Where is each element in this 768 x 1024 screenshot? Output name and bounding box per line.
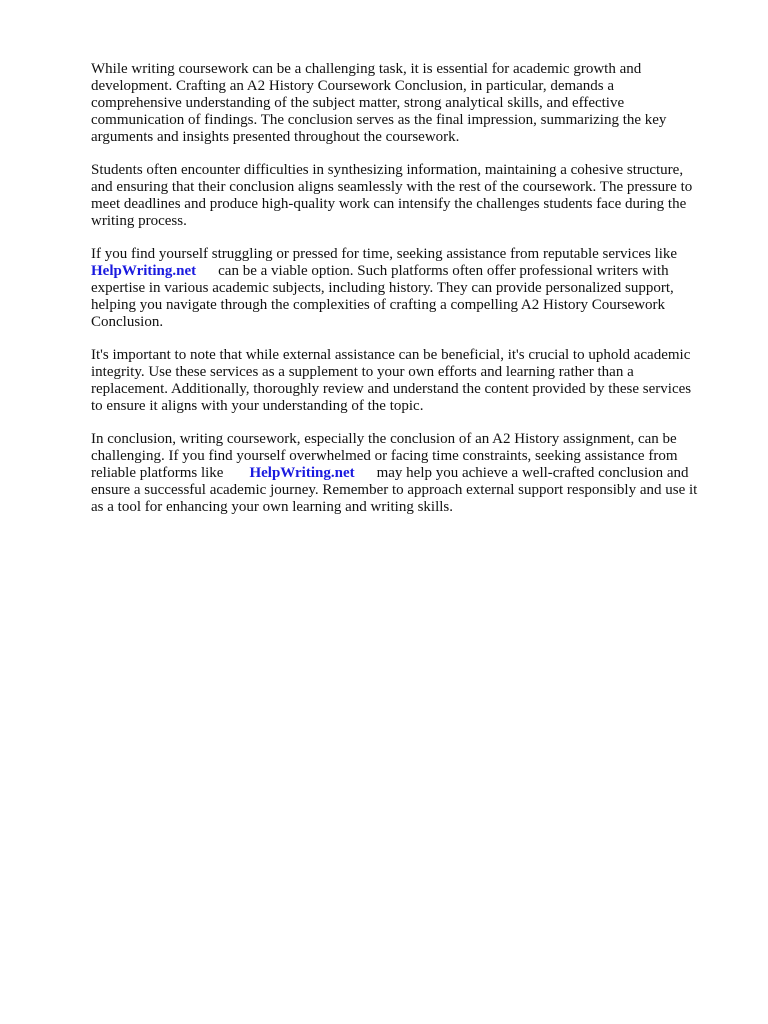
text-fragment: reliable platforms like: [91, 465, 224, 481]
text-line: and ensuring that their conclusion aligns seamlessly with the rest of the coursework. The pressure to: [91, 179, 693, 195]
text-line: writing process.: [91, 213, 187, 229]
paragraph-assistance: [91, 246, 723, 331]
text-line: challenging. If you find yourself overwhelmed or facing time constraints, seeking assistance from: [91, 448, 678, 464]
text-line: If you find yourself struggling or pressed for time, seeking assistance from reputable services like: [91, 246, 678, 262]
text-line: integrity. Use these services as a supplement to your own efforts and learning rather than a: [91, 364, 634, 380]
document-page: [91, 61, 723, 532]
text-line: arguments and insights presented throughout the coursework.: [91, 129, 460, 145]
text-line: communication of findings. The conclusion serves as the final impression, summarizing the key: [91, 112, 667, 128]
text-line-with-link: [91, 465, 723, 482]
paragraph-difficulties: [91, 162, 723, 230]
helpwriting-link[interactable]: HelpWriting.net: [91, 263, 197, 279]
text-line: It's important to note that while external assistance can be beneficial, it's crucial to uphold academic: [91, 347, 691, 363]
text-line: In conclusion, writing coursework, especially the conclusion of an A2 History assignment, can be: [91, 431, 677, 447]
text-line: development. Crafting an A2 History Coursework Conclusion, in particular, demands a: [91, 78, 615, 94]
text-line-with-link: [91, 263, 723, 280]
text-line: expertise in various academic subjects, including history. They can provide personalized support,: [91, 280, 674, 296]
text-line: While writing coursework can be a challenging task, it is essential for academic growth and: [91, 61, 642, 77]
text-line: Students often encounter difficulties in synthesizing information, maintaining a cohesive structure,: [91, 162, 684, 178]
helpwriting-link[interactable]: HelpWriting.net: [249, 465, 355, 481]
text-line: helping you navigate through the complexities of crafting a compelling A2 History Coursework: [91, 297, 666, 313]
text-line: Conclusion.: [91, 314, 164, 330]
text-line: replacement. Additionally, thoroughly review and understand the content provided by these services: [91, 381, 692, 397]
paragraph-integrity: [91, 347, 723, 415]
text-line: to ensure it aligns with your understanding of the topic.: [91, 398, 424, 414]
text-line: ensure a successful academic journey. Remember to approach external support responsibly and use it: [91, 482, 698, 498]
text-fragment: may help you achieve a well-crafted conclusion and: [376, 465, 689, 481]
text-line: comprehensive understanding of the subject matter, strong analytical skills, and effective: [91, 95, 625, 111]
text-fragment: can be a viable option. Such platforms often offer professional writers with: [218, 263, 669, 279]
paragraph-conclusion: [91, 431, 723, 516]
text-line: meet deadlines and produce high-quality work can intensify the challenges students face during the: [91, 196, 687, 212]
paragraph-intro: [91, 61, 723, 146]
text-line: as a tool for enhancing your own learning and writing skills.: [91, 499, 454, 515]
